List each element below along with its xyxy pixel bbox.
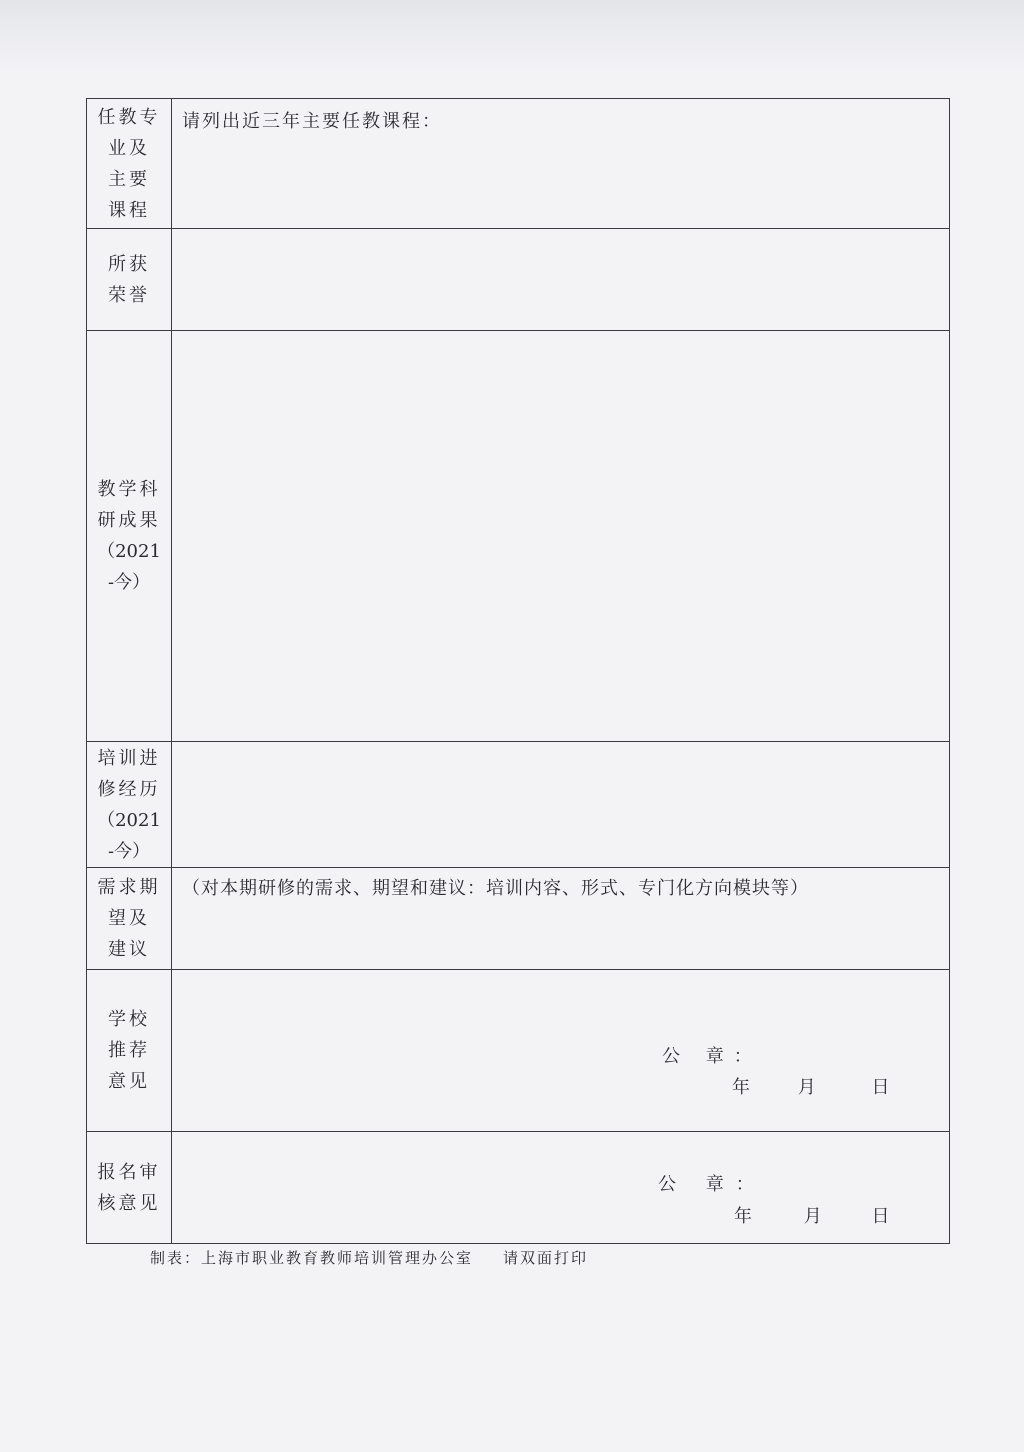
review-date-day: 日 [871, 1206, 890, 1227]
field-honors[interactable] [172, 229, 950, 331]
field-needs[interactable] [172, 868, 950, 970]
field-training[interactable] [172, 742, 950, 868]
field-school-recommendation[interactable] [172, 970, 950, 1132]
school-date-month: 月 [797, 1077, 816, 1098]
field-registration-review[interactable] [172, 1132, 950, 1244]
field-courses[interactable] [172, 99, 950, 229]
label-honors: 所获 荣誉 [87, 229, 172, 331]
school-date-year: 年 [732, 1077, 750, 1098]
school-date-day: 日 [871, 1077, 890, 1098]
row-needs [87, 868, 950, 970]
label-needs: 需求期 望及 建议 [87, 868, 172, 970]
needs-prompt: （对本期研修的需求、期望和建议：培训内容、形式、专门化方向模块等） [182, 878, 809, 899]
row-school-recommendation [87, 970, 950, 1132]
footer-issuer: 制表：上海市职业教育教师培训管理办公室 [150, 1249, 474, 1267]
row-training [87, 742, 950, 868]
scan-shade [0, 0, 1024, 70]
school-date [732, 1073, 889, 1099]
label-training: 培训进 修经历 （2021 -今） [87, 742, 172, 868]
label-school-recommendation: 学校 推荐 意见 [87, 970, 172, 1132]
review-date [734, 1202, 889, 1228]
school-seal-label: 公 章： [662, 1046, 762, 1067]
review-seal-label: 公 章： [658, 1174, 766, 1195]
review-date-month: 月 [803, 1206, 822, 1227]
row-honors [87, 229, 950, 331]
field-research[interactable] [172, 331, 950, 742]
footer-note [150, 1247, 588, 1268]
registration-form-table [86, 98, 950, 1244]
row-registration-review [87, 1132, 950, 1244]
courses-prompt: 请列出近三年主要任教课程： [182, 111, 442, 132]
label-research: 教学科 研成果 （2021 -今） [87, 331, 172, 742]
row-research [87, 331, 950, 742]
row-courses [87, 99, 950, 229]
review-date-year: 年 [734, 1206, 752, 1227]
footer-print-note: 请双面打印 [503, 1249, 589, 1267]
label-courses: 任教专 业及 主要 课程 [87, 99, 172, 229]
label-registration-review: 报名审 核意见 [87, 1132, 172, 1244]
